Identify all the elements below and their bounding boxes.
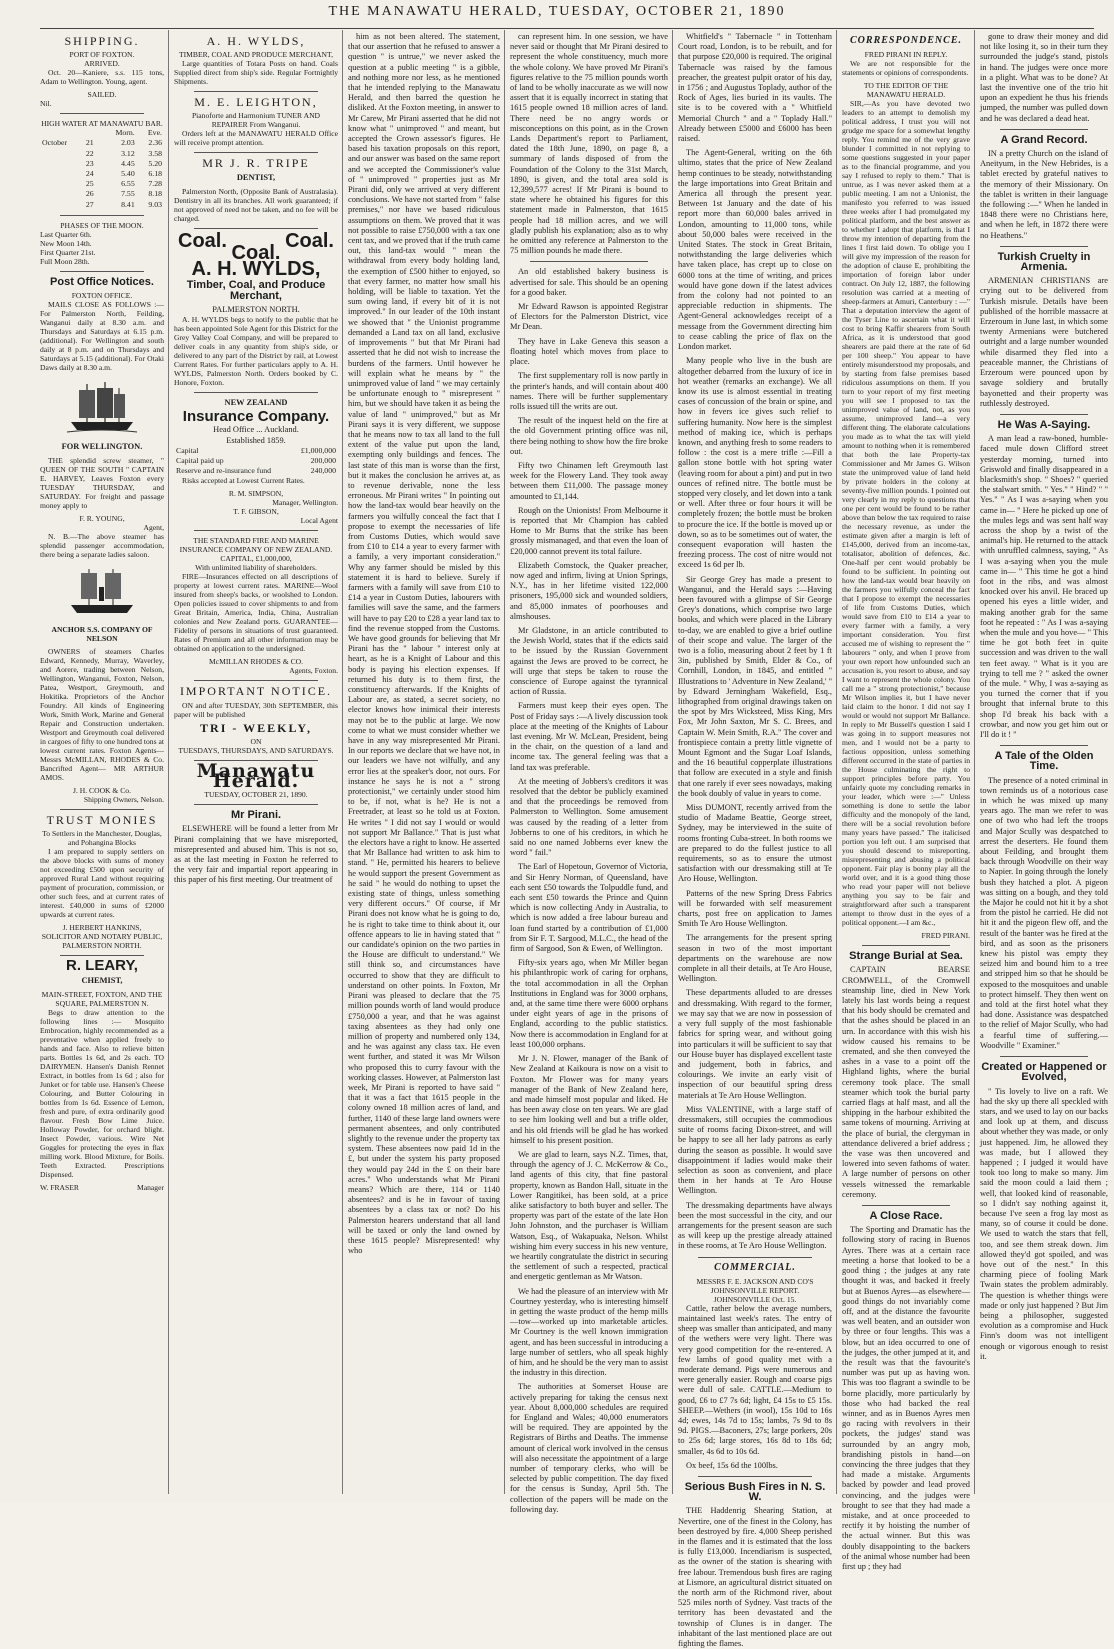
- leary-heading: R. LEARY,: [66, 957, 138, 975]
- commercial-date: JOHNSONVILLE Oct. 15.: [713, 1294, 797, 1304]
- tide-cell: 8.18: [148, 189, 162, 199]
- moon-line: Last Quarter 6th.: [40, 229, 92, 239]
- correspondence-note: We are not responsible for the statements or opinions of correspondents.: [842, 59, 970, 78]
- port-heading: PORT OF FOXTON.: [69, 50, 135, 60]
- tide-cell: 21: [85, 138, 94, 148]
- rule: [60, 809, 144, 810]
- local-item: We had the pleasure of an interview with Mr Courtney yesterday, who is interesting himself in getting the waste product of the hemp mills—tow—worked up into marketable articles. Mr Courtney is the well known immigration agent, and has been successful in introducing a large number of settlers, who all speak highly of him, and he should be the very man to assist the industry in this direction.: [510, 1286, 668, 1378]
- standard-capital-sub: With unlimited liability of shareholders.: [195, 563, 317, 573]
- tide-header-cell: Eve.: [147, 128, 162, 138]
- race-continued-text: gone to draw their money and did not like losing it, so in their turn they surrounded the judge's stand, pistols in hand. The judges were once more in a plight. What was to be done? At last the inventive one of the trio hit upon an expedient he thus his friends jumped, the number was pulled down and he was declared a dead heat.: [980, 32, 1108, 123]
- local-item: Miss VALENTINE, with a large staff of dressmakers, still occupies the commodious suite of rooms facing Dixon-street, and will be happy to see all her lady patrons as early during the season as possible. It would save disappointment if ladies would make their selection as soon as convenient, and place them in her hands at Te Aro House Wellington.: [678, 1104, 832, 1196]
- rule: [1000, 745, 1088, 746]
- column-divider: [672, 30, 673, 1494]
- bush-fires-text: THE Haddenrig Shearing Station, at Nevertire, one of the finest in the Colony, has been destroyed by fire. 4,000 Sheep perished in the flames and it is estimated that the loss is fully £13,000. Incendiarism is suspected, as the owner of the station is shearing with free labour. Tremendous bush fires are raging at Lismore, an agricultural district situated on the north arm of the Richmond river, about 525 miles north of Sydney. Vast tracts of the territory has been devastated and the township of Clunes is in danger. The inhabitant of the last mentioned place are out fighting the flames.: [678, 1506, 832, 1649]
- column-2: [174, 32, 338, 1494]
- rule: [530, 261, 648, 262]
- chemist-address: MAIN-STREET, FOXTON, AND THE SQUARE, PALMERSTON N.: [41, 989, 163, 1008]
- anchor-heading: ANCHOR S.S. COMPANY OF NELSON: [51, 625, 153, 644]
- manager-name: W. FRASER: [40, 1182, 79, 1192]
- tale-text: The presence of a noted criminal in town reminds us of a notorious case in which he was mixed up many years ago. The man we refer to was one of two who had left the troops and Major Scully was despatched to arrest the deserters. He found them about Feilding, and brought them back through Woodville on their way to Napier. In going through the lonely bush they hatched a plot. A pigeon was sitting on a bough, and they told the Major he could not hit it by a shot from the pistol he carried. He did not hit it and the pigeon flew off, and the result of the banter was he fired at the bird, and as soon as the prisoners knew his pistol was empty they seized him and bound him to a tree and stripped him so that he should be exposed to the mosquitoes and unable to protect himself. They then went on and told at the first hotel what they had done. Assistance was despatched to the relief of Major Scully, who had a fearful time of suffering.—Woodville " Examiner.": [980, 775, 1108, 1050]
- local-item: Miss DUMONT, recently arrived from the studio of Madame Beattie, George street, Sydney, may be interviewed in the suite of rooms fronting Cuba-street. In both rooms we are prepared to do the fullest justice to all requirements, so as to ensure the utmost satisfaction with our dressmaking still at Te Aro House, Wellington.: [678, 803, 832, 884]
- local-item: The authorities at Somerset House are actively preparing for taking the census next year. About 8,000,000 schedules are required for England and Wales; 40,000 enumerators will be required. They are appointed by the Registrars of Births and Deaths. The immense amount of clerical work involved in the census will also necessitate the appointment of a large number of temporary clerks, who will be selected by public competition. The day fixed for the census is Sunday, April 5th. The collection of the papers will be made on the following day.: [510, 1382, 668, 1514]
- column-divider: [168, 30, 169, 1494]
- post-office-text: MAILS CLOSE AS FOLLOWS :— For Palmerston North, Feilding, Wanganui daily at 8.30 a.m. and Thursdays and Saturdays at 6.15 p.m. (additional). For Wellington and south daily at 8 p.m. and on Thursdays and Saturdays at 5.15 (additional). For Otaki Daws daily at 8.30 a.m.: [40, 300, 164, 373]
- article-text: can represent him. In one session, we have never said or thought that Mr Pirani desired to represent the whole constituency, much more the whole colony. We have proved Mr Pirani's figures relative to the 75 million pounds worth of land to be wholly inaccurate as we will now assert that it is equally incorrect in stating that 1615 people owned 18 million acres of land. There need be no angry words or misconceptions on this point, as in the Crown Lands Department's report to Parliament, dated the 18th June, 1890, on page 8, a summary of lands disposed of from the Foundation of the Colony to the 31st March, 1890, is given, and the total area sold is 12,399,577 acres! If Mr Pirani is bound to state where he obtained his figures for this statement made in Palmerston, that 1615 people had 18 million acres, and we will gladly publish his explanation; also as to why he omitted any reference at Palmerston to the 75 million pounds he made there.: [510, 32, 668, 256]
- gibson-name: T. F. GIBSON,: [233, 507, 279, 517]
- trust-text: I am prepared to supply settlers on the above blocks with sums of money not exceeding £500 upon security of approved Rural Land without requiring payment of procuration, commission, or other such fees, and at current rates of interest. £40,000 in sums of £2000 upwards at current rates.: [40, 847, 164, 920]
- commercial-heading: COMMERCIAL.: [714, 1261, 796, 1273]
- column-divider: [836, 30, 837, 1494]
- local-item: Fifty-six years ago, when Mr Miller began his philanthropic work of caring for orphans, the total accommodation in all the Orphan Institutions in England was for 3000 orphans, and, at the same time there were 6000 orphans under eight years of age in the prisons of England, according to the public statistics. Now there is accommodation in England for at least 100,000 orphans.: [510, 958, 668, 1049]
- agent-name: F. R. YOUNG,: [79, 514, 125, 524]
- insurance-heading: Insurance Company.: [182, 408, 330, 426]
- column-divider: [342, 30, 343, 1494]
- piano-text: Orders left at the MANAWATU HERALD Office will receive prompt attention.: [174, 129, 338, 148]
- rule: [194, 392, 318, 393]
- tide-cell: 9.03: [148, 199, 162, 209]
- local-item: Farmers must keep their eyes open. The Post of Friday says :—A lively discussion took place at the meeting of the Knights of Labour last evening. Mr W. McLean, President, being in the chair, on the question of a land and income tax. The general feeling was that a land tax was preferable.: [510, 701, 668, 772]
- tide-cell: [40, 159, 84, 169]
- tide-cell: 6.18: [148, 169, 162, 179]
- tide-cell: 22: [85, 148, 94, 158]
- tide-header-cell: [40, 128, 84, 138]
- saying-heading: He Was A-Saying.: [997, 418, 1091, 431]
- nz-heading: NEW ZEALAND: [224, 398, 288, 408]
- armenia-text: ARMENIAN CHRISTIANS are crying out to be delivered from Turkish misrule. Details have been published of the horrible massacre at Erzeroum in June last, in which some twenty Armenians were butchered outright and a large number wounded while disarmed they fled into a peaceable manner, the Christians of Erzeroum were pounced upon by savage soldiery and brutally bayonetted and their property was ruthlessly destroyed.: [980, 276, 1108, 408]
- capital-row: [174, 466, 338, 476]
- tide-cell: October: [42, 138, 68, 148]
- wellington-heading: FOR WELLINGTON.: [61, 442, 143, 452]
- notice-heading: IMPORTANT NOTICE.: [179, 684, 333, 699]
- local-item: An old established bakery business is advertised for sale. This should be an opening for a good baker.: [510, 267, 668, 297]
- tide-cell: 5.40: [121, 169, 135, 179]
- moon-line: Full Moon 28th.: [40, 256, 90, 266]
- tide-row: [40, 138, 164, 148]
- coal-label: Coal.: [285, 229, 334, 252]
- nota-bene: N. B.—The above steamer has splendid passenger accommodation, there being a separate ladies saloon.: [40, 532, 164, 560]
- column-divider: [504, 30, 505, 1494]
- rule: [60, 215, 144, 216]
- manager-label: Manager: [137, 1182, 164, 1192]
- on-label: ON: [250, 736, 262, 746]
- local-item: They have in Lake Geneva this season a floating hotel which moves from place to place.: [510, 336, 668, 367]
- wylds-text: Large quantities of Totara Posts on hand. Coals Supplied direct from ship's side. Regular Fortnightly Shipments.: [174, 59, 338, 87]
- local-item: We are glad to learn, says N.Z. Times, that, through the agency of J. C. McKerrow & Co., land agents of this city, that fine pastoral property, known as Bandon Hall, situate in the Lower Rangitikei, has been sold, at a price alike satisfactory to both buyer and seller. The property was part of the estate of the late Hon John Johnston, and the purchaser is William Watson, Esq., of Wakapuaka, Nelson. Whilst wishing him every success in his new venture, we heartily congratulate the district in securing the settlement of such a respected, practical and energetic gentleman as Mr Watson.: [510, 1149, 668, 1282]
- local-item: Sir George Grey has made a present to Wanganui, and the Herald says :—Having been favoured with a glimpse of Sir George Grey's donations, which comprise two large books, and which were placed in the Library to-day, we are enabled to give a brief outline of their scope and value. The larger of the two is a folio, measuring about 2 feet by 1 ft 3in, published by Smith, Elder & Co., of Cornhill, London, in 1845, and entitled " Illustrations to ' Adventure in New Zealand,' " by Edward Jerningham Wakefield, Esq., lithographed from original drawings taken on the spot by Mrs Wicksteed, Miss King, Mrs Fox, Mr John Saxton, Mr S. C. Brees, and Captain W. Mein Smith, R.A." The cover and frontispiece contain a pretty little vignette of Mount Egmont and the Sugar Loaf Islands, and the 16 beautiful copperplate illustrations that follow are executed in a style and finish that one rarely if ever sees nowadays, making the book doubly of value in years to come.: [678, 574, 832, 798]
- tide-cell: 7.28: [148, 179, 162, 189]
- standard-heading: THE STANDARD FIRE AND MARINE INSURANCE COMPANY OF NEW ZEALAND.: [179, 536, 333, 555]
- chemist-heading: CHEMIST,: [81, 975, 123, 985]
- rule: [194, 804, 318, 805]
- rule: [60, 955, 144, 956]
- standard-capital: CAPITAL, £1,000,000,: [220, 554, 292, 564]
- tide-header-row: [40, 128, 164, 138]
- risks-text: Risks accepted at Lowest Current Rates.: [182, 476, 305, 486]
- piano-sub: Pianoforte and Harmonium TUNER AND REPAIRER From Wanganui.: [191, 111, 321, 130]
- tide-row: [40, 169, 164, 179]
- trust-heading: TRUST MONIES: [46, 813, 158, 828]
- tide-cell: [40, 149, 84, 159]
- tide-cell: 2.03: [121, 138, 135, 148]
- arrived-label: ARRIVED.: [84, 59, 120, 69]
- rule: [194, 228, 318, 229]
- moon-heading: PHASES OF THE MOON.: [60, 220, 144, 230]
- sailing-ship-icon: [67, 378, 137, 436]
- column-1: [40, 32, 164, 1494]
- rule: [60, 113, 144, 114]
- trust-sub: To Settlers in the Manchester, Douglas, and Pohangina Blocks: [42, 829, 162, 848]
- tide-cell: 3.58: [148, 148, 162, 158]
- tide-header-cell: Morn.: [115, 128, 135, 138]
- local-item: Mr Edward Rawson is appointed Registrar of Electors for the Palmerston District, vice Mr Dean.: [510, 302, 668, 332]
- tide-cell: 7.55: [121, 189, 135, 199]
- correspondence-heading: CORRESPONDENCE.: [850, 35, 962, 46]
- ox-beef-line: Ox beef, 15s 6d the 100lbs.: [686, 1460, 778, 1470]
- local-item: Elizabeth Comstock, the Quaker preacher, now aged and infirm, living at Union Springs, N.Y., has in her lifetime visited 122,000 prisoners, 195,000 sick and wounded soldiers, and 85,000 inmates of poorhouses and almshouses.: [510, 560, 668, 621]
- cook-name: J. H. COOK & Co.: [72, 786, 131, 796]
- established: Established 1859.: [226, 435, 286, 445]
- rule: [60, 271, 144, 272]
- rule: [194, 152, 318, 153]
- race-heading: A Close Race.: [869, 1210, 943, 1223]
- letter-text: SIR,—As you have devoted two leaders to an attempt to demolish my political address, I trust you will not grudge me space for a somewhat lengthy reply. You remind me of the very grave blunder I committed in not replying to some questions suggested in your paper as to the financial programme, and you say I refused to reply to them." That is untrue, as I was never asked them at a public meeting. I am not a Unionist, the manifesto you referred to was issued three weeks after I had promulgated my political platform, and the best answer as to whether I adopt that platform, is that I throw my intention of departing from the lines I first laid down. To oblige you I will give my impression of the reason for the adoption of clause E, prohibiting the importation of foreign labor under contract. On July 12, 1887, the following resolution was carried at a meeting of sheep-farmers at Amuri, Canterbury : —" That a deputation interview the agent of the Tyser Line to ascertain what it will cost to bring Kaffir shearers from South Africa, as it is understood that good shearers are paid there at the rate of 6d per 100 sheep." You appear to have entirely misunderstood my proposals, and by starting from false premises based ridiculous assumptions on them. If you turn to your report of my first meeting you will see I proposed to tax the unimproved value of land, not, as you assume, unimproved land—a very different thing. The elaborate calculations you made as to what the tax will yield amount to nothing when it is remembered that both the late Property-tax Commissioner and Mr James G. Wilson state the unimproved value of land held by private holders in the colony at seventy-five million pounds. I pointed out very clearly in my reply to questions that one per cent would be found to be rather above than below the tax required to raise the necessary revenue, as under the estimate given after a margin is left of £145,000, derived from an income-tax, totalisator, abolition of defences, &c. One-half per cent would probably be found to be sufficient. In pointing out how the land-tax would bear heavily on the farmers you wilfully conceal the fact that I propose to exempt the necessaries of life from Customs Duties, which would save from £10 to £14 a year to every farmer with a family, a very important consideration. You first accused me of wishing to represent the " labourers " only, and when I prove from your own report how unfounded such an accusation is, you resort to abuse, and say I want to represent the whole colony. You call me a " strong protectionist," because Mr Wilson implies it, but I have never laid claim to the honor. I did not say I would or would not support Mr Ballance. In reply to Mr Bussell's question I said I was going in to support measures not men, and I would not be a party to factious opposition, unless something different occurred in the state of parties in the House culminating the right to support principles before party. You unfairly quote my concluding remarks in your leader, which were :—" Unless something is done to settle the labor difficulty and the monopoly of the land, there will be a social revolution before many years have passed." The italicised portion you left out. I am surprised that you should descend to misreporting, misrepresenting and abusing a political opponent. Fair play is bonny play all the world over, and it is a good thing those who read your paper will not believe anything you say to be fair and straightforward after such a transparent attempt to throw dust in the eyes of a political opponent.—I am &c.,: [842, 99, 970, 928]
- tide-row: [40, 189, 164, 199]
- armenia-heading: Turkish Cruelty in Armenia.: [997, 250, 1091, 274]
- chemist-manager: [40, 1183, 164, 1192]
- tide-cell: 25: [85, 179, 94, 189]
- record-text: IN a pretty Church on the island of Aneityum, in the New Hebrides, is a tablet erected by grateful natives to the memory of their Missionary. On the tablet is written in their language the following :—" When he landed in 1848 there were no Christians here, and when he left, in 1872 there were no Heathens.": [980, 149, 1108, 240]
- rule: [1000, 414, 1088, 415]
- capital-label: Capital: [176, 445, 199, 455]
- local-item: Fifty two Chinamen left Greymouth last week for the Flowery Land. They took away between them £11,000. The passage money amounted to £1,144.: [510, 460, 668, 501]
- rule: [698, 1476, 812, 1477]
- local-item: The Earl of Hopetoun, Governor of Victoria, and Sir Henry Norman, of Queensland, have each sent £50 towards the Tolpuddle fund, and each sent £50 towards the Prince and Quinn which is now collecting Andy in Australia, to which is now added a free labour bureau and loan fund started by a contribution of £1,000 from Sir F. T. Sargood, M.L.C., the head of the firm of Sargood, Son & Ewen, of Wellington.: [510, 862, 668, 954]
- piano-heading: M. E. LEIGHTON,: [194, 95, 318, 110]
- local-item: These departments alluded to are dresses and dressmaking. With regard to the former, we may say that we are now in possession of a very full supply of the most fashionable fabrics for spring wear, and without going into particulars it will be sufficient to say that our House buyer has displayed excellent taste and judgement, both in fabrics, and colourings. We invite an early visit of inspection of our beautiful spring dress materials at Te Aro House Wellington.: [678, 988, 832, 1100]
- rule: [194, 680, 318, 681]
- dentist-text: Palmerston North, (Opposite Bank of Australasia). Dentistry in all its branches. All work guaranteed; if not approved of need not be taken, and no fee will be charged.: [174, 186, 338, 223]
- letter-signature: FRED PIRANI.: [921, 931, 970, 941]
- local-item: Many people who live in the bush are altogether debarred from the luxury of ice in hot weather (remarks an exchange). We all know its use is almost essential in treating cases of concussion of the brain or spine, and how in fevers ice gives such relief to suffering humanity. Now here is the simplest method of making ice, which is perhaps known, and anything fresh to some readers to follow : the cost is a mere trifle :—Fill a gallon stone bottle with hot spring water (leaving room for about a pint) and put in two ounces of refined nitre. The bottle must be stopped very closely, and let down into a tank or well. After three or four hours it will be completely frozen; the bottle must be broken to procure the ice. If the bottle is moved up or down, so as to be sometimes out of water, the consequent evaporation will hasten the freezing process. The cost of nitre would not exceed 1s 6d per lb.: [678, 356, 832, 570]
- sailed-label: SAILED.: [87, 90, 117, 100]
- wellington-text: THE splendid screw steamer, " QUEEN OF THE SOUTH " CAPTAIN E. HARVEY, Leaves Foxton every TUESDAY THURSDAY, and SATURDAY. For freight and passage money apply to: [40, 456, 164, 511]
- local-item: The result of the inquest held on the fire at the old Government printing office was nil, there being nothing to show how the fire broke out.: [510, 416, 668, 456]
- tide-cell: 5.20: [148, 158, 162, 168]
- rule: [194, 530, 318, 531]
- column-5: [678, 32, 832, 1649]
- nameplate: Manawatu Herald.: [196, 759, 316, 793]
- cook-sub: Shipping Owners, Nelson.: [83, 795, 164, 805]
- rule: [698, 1257, 812, 1258]
- post-office-sub: FOXTON OFFICE.: [71, 291, 133, 301]
- steamship-icon: [67, 565, 137, 619]
- dentist-heading: DENTIST,: [236, 172, 276, 182]
- local-item: The first supplementary roll is now partly in the printer's hands, and will contain about 400 names. There will be further supplementary rolls issued till the writs are out.: [510, 371, 668, 411]
- local-item: The Agent-General, writing on the 6th ultimo, states that the price of New Zealand hemp continues to be steady, notwithstanding the large importations into Great Britain and America all through the present year. Between 1st January and the date of his report more than 60,000 bales arrived in London, amounting to 11,000 tons, while about 50,000 bales were received in the United States. The stock in Great Britain, notwithstanding the large deliveries which have taken place, has crept up to close on 6000 tons at the time of writing, and prices would have gone down if the latest advices from the colony had not pointed to an appreciable reduction in shipments. The Agent-General acknowledges receipt of a message from the Government directing him to cease cabling the price of flax on the London market.: [678, 148, 832, 352]
- moon-line: New Moon 14th.: [40, 238, 92, 248]
- notice-text: ON and after TUESDAY, 30th SEPTEMBER, this paper will be published: [174, 700, 338, 719]
- capital-label: Reserve and re-insurance fund: [176, 466, 272, 476]
- rule: [1000, 1056, 1088, 1057]
- coal-label: Coal.: [231, 242, 281, 265]
- simpson-sub: Manager, Wellington.: [272, 498, 338, 508]
- pirani-continued-text: him as not been altered. The statement, that our assertion that he refused to answer a question " is untrue," we never asked the question at a public meeting " is a gibble, and nothing more nor less, as he mentioned that he intended replying to the Manawatu Herald, and then barred the question he disliked. At the Foxton meeting, in answer to Mr Carew, Mr Pirani asserted that he did not know what " unimproved " and meant, but accepted the Crown assessor's figures. He based his taxation proposals on this report, and our answer was based on the same report and we accepted the Commissioner's value of " unimproved " properties just as Mr Pirani did, only we arrived at very different conclusions. We have not started from " false premises," nor have we based ridiculous assumptions on them. We proved that it was not possible to raise £750,000 with a tax one cent tax, and we proved that if the truth came out, this land-tax would " mean the withdrawal from every body holding land, the exemption of £500 hither to enjoyed, so that every farmer, no matter how small his holding, will be liable to taxation. Yet the sum owing land, if every bit of it is not improved." In our leader of the 10th instant we showed that " the Unionist programme demanded a Land tax on all land, exclusive of improvements " but that Mr Pirani had asserted that he did not wish to increase the burdens of the farmers. Until however he will explain what he means by " the unimproved value of land " we may certainly be unfortunate enough to " misrepresent " him, but we should have taken it as being the value of land " unimproved," but as Mr Pirani says it is very different, we suppose that he means now to tax all land to the full extent of the value put upon the land, exempting only buildings and fences. The last state of this man is worse than the first, but it makes the conclusion he arrives at, as to revenue derivable, none the less erroneous. Mr Pirani writes " In pointing out how the land-tax would bear heavily on the farmers you wilfully conceal the fact that I propose to exempt the necessaries of life from Customs Duties, which would save from £10 to £14 a year to every farmer with a family, a very important consideration." Why any farmer should be misled by this statement it is hard to believe. Surely if farmers with a family will save from £10 to £14 a year in Custom Duties, labourers with families will save the same, and the farmers will have to pay £20 to £28 a year land tax to find the revenue stopped from the Customs. We have good grounds for believing that Mr Pirani has the " labour " interest only at heart, as he is a Knight of Labour and this body is paying his election expenses. If returned his duty is to them first, the constituency afterwards. If the Knights of Labour are, as stated, a secret society, no elector knows how inimical their interests may not be to the public at large. We now come to what we must consider whether we have in any way misrepresented Mr Pirani. In our reports we declare that we have not, in our leaders we have not wilfully, and any error lies at the speaker's door, not ours. For instance he says he is not a " strong protectionist," we certainly under stood him to be, if not, what is he? He is not a Freetrader, at least so he told us at Foxton. He writes " I did not say I would or would not support Mr Ballance." That is just what the electors have a right to know. He asserted that Mr Ballance had written to ask him to stand. " He, permitted his hearers to believe he would support the present Government as he said " he would do nothing to upset the existing state of things, unless something very different occurs." Of course, if Mr Pirani does not know what he is going to do, he is right to take time to think about it, our offence appears to lie in having stated that " our candidate's opinion on the two parties in the House are difficult to understand." We still think so, and circumstances have occurred to show that they are difficult to understand on other points. In Foxton, Mr Pirani was pleased to declare that the 75 million pounds worth of land would produce £750,000 a year, and that he was against taxing absentees as they had only one million of property and numbered only 134, and he was against any class tax. He even went further, and stated it was Mr Wilson who proposed this to curry favour with the working classes. However, at Palmerston last week, Mr Pirani is reported to have said " that it was a fact that 1615 people in the colony owned 18 million acres of land, and further, 1140 of these large land owners were permanent absentees, and only contributed slightly to the revenue under the property tax system. These absentees now paid 1d in the £, but under the system his party proposed they would pay 24d in the £ on their bare acres." Who understands what Mr Pirani means? Which are there, 114 or 1140 absentees? and is he in favour of taxing absentees by a class tax or not? Do his Palmerston hearers understand that all land will be taxed or only the land owned by these 1615 people? Misrepresented! why who: [348, 32, 500, 1256]
- local-item: Patterns of the new Spring Dress Fabrics will be forwarded with self measurement charts, post free on application to James Smith Te Aro House Wellington.: [678, 888, 832, 929]
- chemist-text: Begs to draw attention to the following lines :— Mosquito Embrocation, highly recommended as a preventative when applied freely to hands and face. Also to relieve bitten parts. Bottles 1s 6d, and 2s each. TO DAIRYMEN. Hansen's Danish Rennet Extract, in bottles from 1s 6d ; also for Junket or for table use. Hansen's Cheese Colouring, and Butter Colouring in bottles from 1s 6d. Essence of Lemon, fresh and pure, of extra ordinarily good flavour. Fresh Bow Lime Juice. Holloway Powder, for orchard blight. Insect Powder, various. Wire Net Goggles for protecting the eyes in flax milling work. Blood Mixture, for Boils. Teeth Extracted. Prescriptions Dispensed.: [40, 1007, 164, 1179]
- tide-cell: 26: [85, 189, 94, 199]
- simpson-name: R. M. SIMPSON,: [228, 489, 284, 499]
- tide-row: [40, 159, 164, 169]
- wylds-heading: A. H. WYLDS,: [206, 34, 306, 48]
- pirani-heading: Mr Pirani.: [230, 809, 282, 822]
- tale-heading: A Tale of the Olden Time.: [994, 750, 1094, 773]
- pirani-text: ELSEWHERE will be found a letter from Mr Pirani complaining that we have misreported, misrepresented and abused him. This is not so, as at the last meeting in Foxton he referred to the very fair and impartial report appearing in this paper of his first meeting. Our treatment of: [174, 824, 338, 885]
- dateline: TUESDAY, OCTOBER 21, 1890.: [204, 790, 308, 800]
- capital-row: [174, 446, 338, 456]
- rule: [1000, 246, 1088, 247]
- tide-cell: 4.45: [121, 158, 135, 168]
- arrived-text: Oct. 20—Kaniere, s.s. 115 tons, Adam to Wellington. Young, agent.: [40, 68, 164, 87]
- tide-cell: [40, 169, 84, 179]
- tri-weekly: TRI - WEEKLY,: [200, 720, 312, 735]
- tide-cell: 6.55: [121, 179, 135, 189]
- capital-value: 240,000: [310, 466, 336, 476]
- local-item: Whitfield's " Tabernacle " in Tottenham Court road, London, is to be rebuilt, and for that purpose £20,000 is required. The original Tabernacle was raised by the famous preacher, the greatest pulpit orator of his day, in 1756 ; and Augustus Toplady, author of the Rock of Ages, lies buried in its vaults. The site is to be covered with a " Whitfield Memorial Church " and a " Toplady Hall." Already between £5000 and £6000 has been raised.: [678, 32, 832, 144]
- tide-table: [40, 128, 164, 210]
- tide-cell: 8.41: [121, 199, 135, 209]
- tide-row: [40, 149, 164, 159]
- local-item: At the meeting of Jobbers's creditors it was resolved that the debtor be publicly examined and that the proceedings be removed from Palmerston to Wellington. Some amusement was caused by the reading of a letter from Jobberns to one of his creditors, in which he said no one named Jobberns ever knew the word " fail.": [510, 776, 668, 858]
- wylds-sub: TIMBER, COAL AND PRODUCE MERCHANT,: [179, 50, 333, 60]
- capital-value: 200,000: [310, 456, 336, 466]
- commercial-text: Cattle, rather below the average numbers, maintained last week's rates. The entry of sheep was smaller than anticipated, and many of the wethers were very light. There was very good competition for the re-entered. A few lambs of good quality met with a moderate demand. Pigs were numerous and were generally easier. Rough and coarse pigs were dull of sale. CATTLE.—Medium to good, £6 to £7 7s 6d; light, £4 15s to £5 15s. SHEEP.—Wethers (in wool), 15s 10d to 16s 4d; ewes, 14s 7d to 15s; lambs, 7s 9d to 8s 9d. PIGS.—Baconers, 27s; large porkers, 20s to 25s 6d; large stores, 16s 8d to 18s 6d; smaller, 4s 6d to 10s 6d.: [678, 1303, 832, 1456]
- local-item: Mr Gladstone, in an article contributed to the Jewish World, states that if the edicts said to be issued by the Russian Government against the Jews are proved to be correct, he will urge that steps be taken to rouse the conscience of Europe against the tyrannical action of Russia.: [510, 625, 668, 697]
- wylds2-sub: Timber, Coal, and Produce Merchant,: [186, 279, 326, 302]
- column-divider: [974, 30, 975, 1494]
- hankins-name: J. HERBERT HANKINS,: [62, 923, 142, 933]
- tripe-heading: MR J. R. TRIPE: [202, 156, 310, 171]
- tide-cell: [40, 200, 84, 210]
- tide-cell: [40, 189, 84, 199]
- publication-days: TUESDAYS, THURSDAYS, AND SATURDAYS.: [178, 745, 334, 755]
- coal-label: Coal.: [178, 229, 227, 252]
- tide-row: [40, 179, 164, 189]
- column-6: [842, 32, 970, 1571]
- hankins-sub: SOLICITOR AND NOTARY PUBLIC, PALMERSTON NORTH.: [41, 932, 163, 951]
- rule: [1000, 129, 1088, 130]
- capital-table: [174, 446, 338, 477]
- local-item: The arrangements for the present spring season in two of the most important departments on the warehouse are now complete in all their details, at Te Aro House, Wellington.: [678, 933, 832, 984]
- rule: [862, 945, 950, 946]
- mcmillan-sub: Agents, Foxton.: [289, 666, 338, 676]
- column-7: [980, 32, 1108, 1494]
- tide-cell: 23: [85, 158, 94, 168]
- local-item: Mr J. N. Flower, manager of the Bank of New Zealand at Kaikoura is now on a visit to Foxton. Mr Flower was for many years manager of the Bank of New Zealand here, and made himself most popular and liked. He has been away close on ten years. We are glad to see him looking well and but a trifle older, and his old friends will be glad he has worked himself to his present position.: [510, 1054, 668, 1145]
- to-editor: TO THE EDITOR OF THE MANAWATU HERALD.: [863, 81, 949, 100]
- standard-text: FIRE—Insurances effected on all descriptions of property at lowest current rates. MARINE—Wool insured from sheep's backs, or woolshed to London. Open policies issued to cover shipments to and from Great Britain, America, India, China, Australian colonies and New Zealand ports. GUARANTEE—Fidelity of persons in situations of trust guaranteed. Rates of Premium and all other information may be obtained on application to the undersigned.: [174, 572, 338, 654]
- wylds2-heading: A. H. WYLDS,: [191, 258, 321, 281]
- moon-line: First Quarter 21st.: [40, 247, 96, 257]
- high-water-heading: HIGH WATER AT MANAWATU BAR.: [41, 119, 163, 129]
- capital-row: [174, 456, 338, 466]
- race-text: The Sporting and Dramatic has the following story of racing in Buenos Ayres. There was at a certain race meeting a horse that looked to be a good thing ; the judges at any rate thought it was, and backed it freely but at Buenos Ayres—as elsewhere—good things do not invariably come off, and at the distance the favourite was well beaten, and an outsider won by three or four lengths. This was a blow, but an idea occurred to one of the judges, the other jumped at it, and the result was that the favourite's number was put up as having won. This was too flagrant a swindle to be borne placidly, more particularly by those who had backed the real winner, and as in Buenos Ayres men go racing with revolvers in their pockets, the judges' stand was surrounded by an angry mob, brandishing pistols in hand—on convincing the three judges that they had made a mistake. Arguments backed by powder and lead proved convincing, and the judges were brought to see that they had made a mistake, and at once proceeded to rectify it by hoisting the number of the actual winner. But this was doubly disappointing to the backers of the animal whose number had been first up ; they had: [842, 1225, 970, 1571]
- head-office: Head Office ... Auckland.: [213, 425, 299, 435]
- agent-label: Agent,: [143, 523, 164, 533]
- tide-row: [40, 200, 164, 210]
- tide-cell: 2.36: [148, 138, 162, 148]
- correspondence-sub: FRED PIRANI IN REPLY.: [864, 50, 948, 60]
- burial-heading: Strange Burial at Sea.: [849, 950, 963, 963]
- shipping-heading: SHIPPING.: [64, 34, 140, 48]
- commercial-sub: MESSRS F. E. JACKSON AND CO'S JOHNSONVILLE REPORT.: [696, 1276, 814, 1295]
- tide-cell: [40, 179, 84, 189]
- rule: [194, 91, 318, 92]
- evolved-heading: Created or Happened or Evolved,: [981, 1061, 1107, 1084]
- capital-label: Capital paid up: [176, 456, 224, 466]
- tide-header-cell: [84, 128, 102, 138]
- local-item: The dressmaking departments have always been the most successful in the city, and our arrangements for the present season are such as will keep up the prestige already attained in these rooms, at Te Aro House Wellington.: [678, 1200, 832, 1251]
- column-3: [348, 32, 500, 1494]
- evolved-text: " Tis lovely to live on a raft. We had the sky up there all speckled with stars, and we used to lay on our backs and look up at them, and discuss about whether they was made, or only just happened. Jim, he allowed they was made, but I allowed they happened ; I judged it would have took too long to make so many. Jim said the moon could a laid them ; well, that looked kind of reasonable, so I didn't say nothing against it, because I've seen a frog lay most as many, so of course it could be done. We used to watch the stars that fell, too, and see them streak down. Jim allowed they'd got spoiled, and was hove out of the nest." In this charming piece of fooling Mark Twain states the problem admirably. The question is whether things were made or only just happened ? But Jim being a philosopher, suggested evolution as a compromise and Huck Finn's doom was not intelligent enough or vigorous enough to resist it.: [980, 1086, 1108, 1361]
- local-item: Rough on the Unionists! From Melbourne it is reported that Mr Champion has cabled Home to Mr Burns that the strike has been grossly mismanaged, and that even the loan of £20,000 cannot prevent its total failure.: [510, 505, 668, 556]
- anchor-text: OWNERS of steamers Charles Edward, Kennedy, Murray, Waverley, and Aorere, trading between Nelson, Wellington, Wanganui, Foxton, Nelson, Patea, Westport, Greymouth, and Hokitika. Proprietors of the Anchor Foundry. All kinds of Engineering Work, Smith Work, Marine and General Repair and Construction undertaken. Westport and Greymouth coal delivered in cargoes of fifty to one hundred tons at lowest current rates. Foxton Agents— Messrs McMILLAN, RHODES & Co. Bancrifted Agent— MR ARTHUR AMOS.: [40, 647, 164, 783]
- record-heading: A Grand Record.: [1000, 133, 1088, 146]
- column-4: [510, 32, 668, 1514]
- sailed-text: Nil.: [40, 99, 52, 109]
- post-office-heading: Post Office Notices.: [50, 275, 154, 288]
- saying-text: A man lead a raw-boned, humble-faced mule down Clifford street yesterday morning, turned into Griswold and finally disappeared in a blacksmith's shop. " Shoes? " queried the stalwart smith. " Yes." " Hind? " " Yes." " As I was a-saying when you came in— " Here he picked up one of the mules legs and was sent half way across the shop by a twist of the animal's hip. He returned to the attack with unruffled calmness, saying, " As I was a-saying when you the mule came in— " This time he got a hind foot in the ribs, and was almost knocked over his anvil. He braced up opened his eyes a little wider, and making another grab for the same foot he repeated : " As I was a-saying when the mule and you hove— " This time he got both feet in quite succession and was driven to the wall ten feet away. " What is it you are trying to tell me ? " asked the owner of the mule. " Why, I was a-saying as you turned the corner that if you brought that infernal brute to this shop I'd break his back with a crowbar, and now you get him out or I'll do it ! ": [980, 434, 1108, 739]
- capital-value: £1,000,000: [300, 445, 336, 455]
- tide-cell: 3.12: [121, 148, 135, 158]
- mcmillan-name: McMILLAN RHODES & CO.: [208, 657, 304, 667]
- masthead-rule: [40, 28, 1094, 29]
- masthead: THE MANAWATU HERALD, TUESDAY, OCTOBER 21, 1890: [328, 4, 786, 19]
- burial-text: CAPTAIN BEARSE CROMWELL, of the Cromwell steamship line, died in New York lately his last words being a request that his body should be cremated and that the ashes should be placed in an urn. In accordance with this wish his widow caused his remains to be cremated, and she then conveyed the ashes in a vase to a point off the Highland lights, where the burial ceremony took place. The small steamer which took the burial party carried flags at half mast, and all the shipping in the harbour exhibited the same tokens of mourning. Arriving at the place of burial, the clergyman in attendance delivered a brief address ; the vase was then uncovered and lowered into seven fathoms of water. A large number of persons on other vessels witnessed the remarkable ceremony.: [842, 965, 970, 1199]
- wylds2-text: A. H. WYLDS begs to notify to the public that he has been appointed Sole Agent for this District for the Grey Valley Coal Company, and will be prepared to deliver coals in any quantity from ship's side, or delivered to any part of the District by rail, at Lowest Current Rates. For further particulars apply to A. H. WYLDS, Palmerston North. Orders booked by C. Honore, Foxton.: [174, 315, 338, 388]
- tide-cell: 27: [85, 199, 94, 209]
- palmerston-label: PALMERSTON NORTH.: [212, 304, 300, 314]
- tide-cell: 24: [85, 169, 94, 179]
- bush-fires-heading: Serious Bush Fires in N. S. W.: [684, 1481, 826, 1504]
- rule: [862, 1205, 950, 1206]
- gibson-sub: Local Agent: [300, 516, 338, 526]
